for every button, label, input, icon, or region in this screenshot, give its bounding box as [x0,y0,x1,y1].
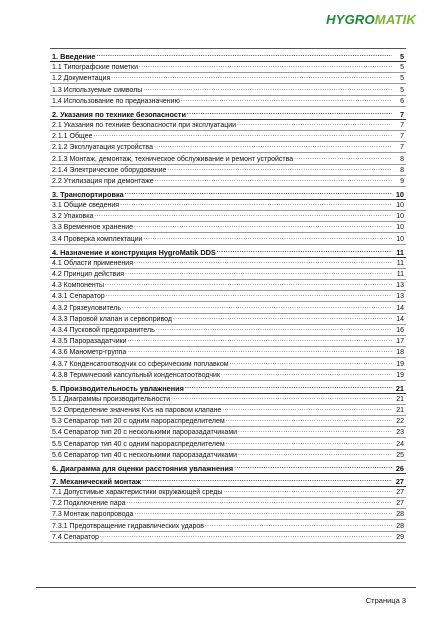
toc-row[interactable] [50,142,406,153]
toc-entry-title: 1.1 Типографские пометки [52,64,138,72]
toc-leader-dots [187,109,392,118]
toc-entry-title: 5.3 Сепаратор тип 20 с одним парораспределителем [52,418,225,426]
toc-row[interactable] [50,370,406,381]
toc-entry-title: 7.3.1 Предотвращение гидравлических ударов [52,522,204,530]
toc-row[interactable] [50,314,406,325]
toc-entry-page: 19 [396,360,404,368]
toc-entry-title: 3.2 Упаковка [52,213,94,221]
toc-row[interactable] [50,96,406,107]
toc-entry-page: 28 [396,522,404,530]
toc-row[interactable] [50,233,406,244]
toc-row[interactable] [50,222,406,233]
toc-section-row[interactable] [50,187,406,200]
toc-row[interactable] [50,405,406,416]
toc-leader-dots [128,336,392,345]
toc-entry-page: 16 [396,326,404,334]
toc-row[interactable] [50,509,406,520]
toc-leader-dots [93,131,392,140]
toc-entry-title: 1. Введение [52,52,96,61]
toc-entry-page: 8 [400,166,404,174]
toc-entry-page: 22 [396,418,404,426]
toc-leader-dots [96,51,392,60]
toc-leader-dots [171,394,392,403]
toc-row[interactable] [50,165,406,176]
toc-entry-title: 7.4 Сепаратор [52,533,99,541]
toc-entry-title: 2.2 Утилизация при демонтаже [52,177,154,185]
toc-entry-page: 10 [396,224,404,232]
toc-entry-page: 10 [396,235,404,243]
toc-entry-title: 3.1 Общие сведения [52,202,120,210]
toc-entry-title: 5.4 Сепаратор тип 20 с несколькими пароразадатчиками [52,429,238,437]
toc-leader-dots [134,222,392,231]
toc-entry-page: 10 [396,213,404,221]
toc-leader-dots [238,450,392,459]
toc-entry-page: 19 [396,371,404,379]
toc-row[interactable] [50,280,406,291]
toc-section-row[interactable] [50,245,406,258]
toc-row[interactable] [50,302,406,313]
toc-entry-title: 1.3 Используемые символы [52,86,143,94]
toc-entry-title: 3.3 Временное хранение [52,224,134,232]
footer-divider [36,587,416,588]
toc-leader-dots [234,463,392,472]
toc-entry-page: 21 [396,395,404,403]
toc-entry-title: 4.2 Принцип действия [52,271,125,278]
toc-row[interactable] [50,427,406,438]
hygromatik-logo [326,12,416,27]
toc-row[interactable] [50,73,406,84]
toc-entry-title: 7.1 Допустимые характеристики окружающей среды [52,489,223,496]
toc-entry-page: 17 [396,338,404,346]
toc-leader-dots [106,291,392,300]
toc-entry-page: 27 [396,500,404,508]
toc-entry-title: 5.2 Определение значения Kvs на паровом клапане [52,407,222,415]
toc-entry-title: 1.2 Документация [52,75,111,83]
toc-entry-title: 4.3.3 Паровой клапан и сервопривод [52,315,172,323]
toc-row[interactable] [50,62,406,73]
toc-leader-dots [222,405,392,414]
toc-row[interactable] [50,498,406,509]
toc-section-row[interactable] [50,474,406,487]
toc-entry-title: 5.5 Сепаратор тип 40 с одним парораспределителем [52,440,225,448]
toc-row[interactable] [50,291,406,302]
toc-row[interactable] [50,120,406,131]
toc-entry-title: 4.3.1 Сепаратор [52,293,105,301]
toc-entry-page: 14 [396,315,404,323]
toc-leader-dots [134,258,392,267]
toc-entry-page: 8 [400,155,404,163]
toc-leader-dots [294,154,392,163]
toc-entry-page: 10 [396,202,404,210]
toc-row[interactable] [50,438,406,449]
toc-entry-title: 2.1 Указания по технике безопасности при эксплуатации [52,121,237,129]
toc-leader-dots [230,359,392,368]
toc-leader-dots [154,142,392,151]
toc-entry-page: 25 [396,451,404,459]
toc-entry-title: 1.4 Использование по предназначению [52,97,180,105]
toc-row[interactable] [50,211,406,222]
toc-leader-dots [226,439,392,448]
toc-row[interactable] [50,450,406,461]
toc-row[interactable] [50,358,406,369]
toc-section-row[interactable] [50,461,406,474]
toc-leader-dots [142,476,392,485]
toc-entry-page: 7 [400,133,404,141]
toc-entry-title: 4.1 Области применения [52,259,133,267]
toc-entry-page: 28 [396,511,404,519]
toc-row[interactable] [50,394,406,405]
toc-leader-dots [205,521,392,530]
toc-entry-title: 4. Назначение и конструкция HygroMatik DDS [52,247,216,257]
toc-row[interactable] [50,258,406,269]
toc-entry-page: 6 [400,97,404,105]
toc-entry-page: 11 [396,247,404,257]
toc-entry-page: 29 [396,533,404,541]
toc-leader-dots [143,85,392,94]
toc-leader-dots [125,189,392,198]
toc-entry-title: 3.4 Проверка комплектации [52,235,143,243]
toc-entry-title: 2.1.3 Монтаж, демонтаж, техническое обслуживание и ремонт устройства [52,155,294,163]
toc-leader-dots [122,303,392,312]
toc-entry-page: 7 [399,109,404,119]
toc-entry-title: 5.1 Диаграммы производительности [52,395,171,403]
toc-leader-dots [155,176,392,185]
toc-row[interactable] [50,153,406,164]
toc-leader-dots [173,314,392,323]
toc-leader-dots [120,200,392,209]
toc-entry-page: 13 [396,293,404,301]
toc-leader-dots [238,427,392,436]
toc-row[interactable] [50,532,406,543]
toc-leader-dots [125,269,392,278]
toc-entry-page: 21 [395,383,404,393]
toc-entry-page: 24 [396,440,404,448]
toc-leader-dots [221,370,392,379]
toc-entry-title: 4.3.5 Пароразадатчики [52,338,127,346]
toc-entry-page: 7 [400,121,404,129]
toc-leader-dots [185,383,392,392]
toc-entry-page: 27 [395,476,404,486]
toc-entry-title: 2.1.1 Общее [52,133,93,141]
toc-entry-title: 4.3.4 Пусковой предохранитель [52,326,155,334]
toc-row[interactable] [50,416,406,427]
toc-leader-dots [139,62,392,71]
toc-entry-page: 23 [396,429,404,437]
toc-leader-dots [134,509,392,518]
toc-entry-page: 26 [395,463,404,473]
toc-entry-page: 11 [396,271,404,278]
toc-entry-title: 4.3.8 Термический капсульный конденсатоотводчик [52,371,221,379]
toc-leader-dots [126,498,392,507]
toc-leader-dots [167,165,392,174]
toc-row[interactable] [50,200,406,211]
toc-entry-title: 7. Механический монтаж [52,476,142,486]
toc-leader-dots [237,120,392,129]
toc-entry-page: 10 [395,189,404,199]
toc-entry-title: 4.3.2 Грязеуловитель [52,304,122,312]
toc-entry-page: 27 [396,489,404,496]
toc-entry-page: 14 [396,304,404,312]
toc-entry-page: 13 [396,282,404,290]
logo-part-hygro: HYGRO [326,12,375,27]
toc-entry-title: 2.1.4 Электрическое оборудование [52,166,167,174]
toc-entry-title: 4.3.7 Конденсатоотводчик со сферическим поплавком [52,360,229,368]
toc-entry-page: 5 [400,75,404,83]
toc-leader-dots [181,96,392,105]
toc-leader-dots [226,416,392,425]
toc-leader-dots [100,532,392,541]
toc-entry-title: 4.3 Компоненты [52,282,105,290]
toc-section-row[interactable] [50,381,406,394]
toc-entry-title: 3. Транспортировка [52,189,124,199]
toc-entry-title: 6. Диаграмма для оценки расстояния увлажнения [52,463,234,473]
toc-row[interactable] [50,347,406,358]
toc-leader-dots [111,73,392,82]
toc-leader-dots [144,234,392,243]
toc-entry-title: 7.2 Подключение пара [52,500,126,508]
toc-leader-dots [127,347,392,356]
toc-row[interactable] [50,520,406,531]
toc-entry-page: 9 [400,177,404,185]
toc-leader-dots [217,247,392,256]
table-of-contents [50,48,406,543]
logo-part-matik: MATIK [374,12,416,27]
toc-entry-page: 5 [399,52,404,61]
toc-entry-page: 21 [396,407,404,415]
toc-leader-dots [156,325,392,334]
page-number: Страница 3 [365,596,406,605]
toc-row[interactable] [50,325,406,336]
toc-row[interactable] [50,269,406,280]
toc-entry-title: 2.1.2 Эксплуатация устройства [52,144,153,152]
toc-section-row[interactable] [50,49,406,62]
toc-entry-title: 2. Указания по технике безопасности [52,109,186,119]
toc-entry-page: 11 [396,259,404,267]
toc-row[interactable] [50,336,406,347]
toc-row[interactable] [50,176,406,187]
toc-entry-page: 5 [400,64,404,72]
toc-entry-title: 5.6 Сепаратор тип 40 с несколькими пароразадатчиками [52,451,238,459]
toc-entry-title: 4.3.6 Манометр-группа [52,349,127,357]
toc-row[interactable] [50,84,406,95]
toc-entry-page: 7 [400,144,404,152]
toc-entry-title: 7.3 Монтаж паропровода [52,511,134,519]
toc-leader-dots [94,211,392,220]
toc-entry-title: 5. Производительность увлажнения [52,383,184,393]
toc-section-row[interactable] [50,107,406,120]
toc-entry-page: 18 [396,349,404,357]
toc-row[interactable] [50,131,406,142]
toc-leader-dots [223,487,392,496]
toc-row[interactable] [50,487,406,498]
toc-leader-dots [105,280,392,289]
toc-entry-page: 5 [400,86,404,94]
